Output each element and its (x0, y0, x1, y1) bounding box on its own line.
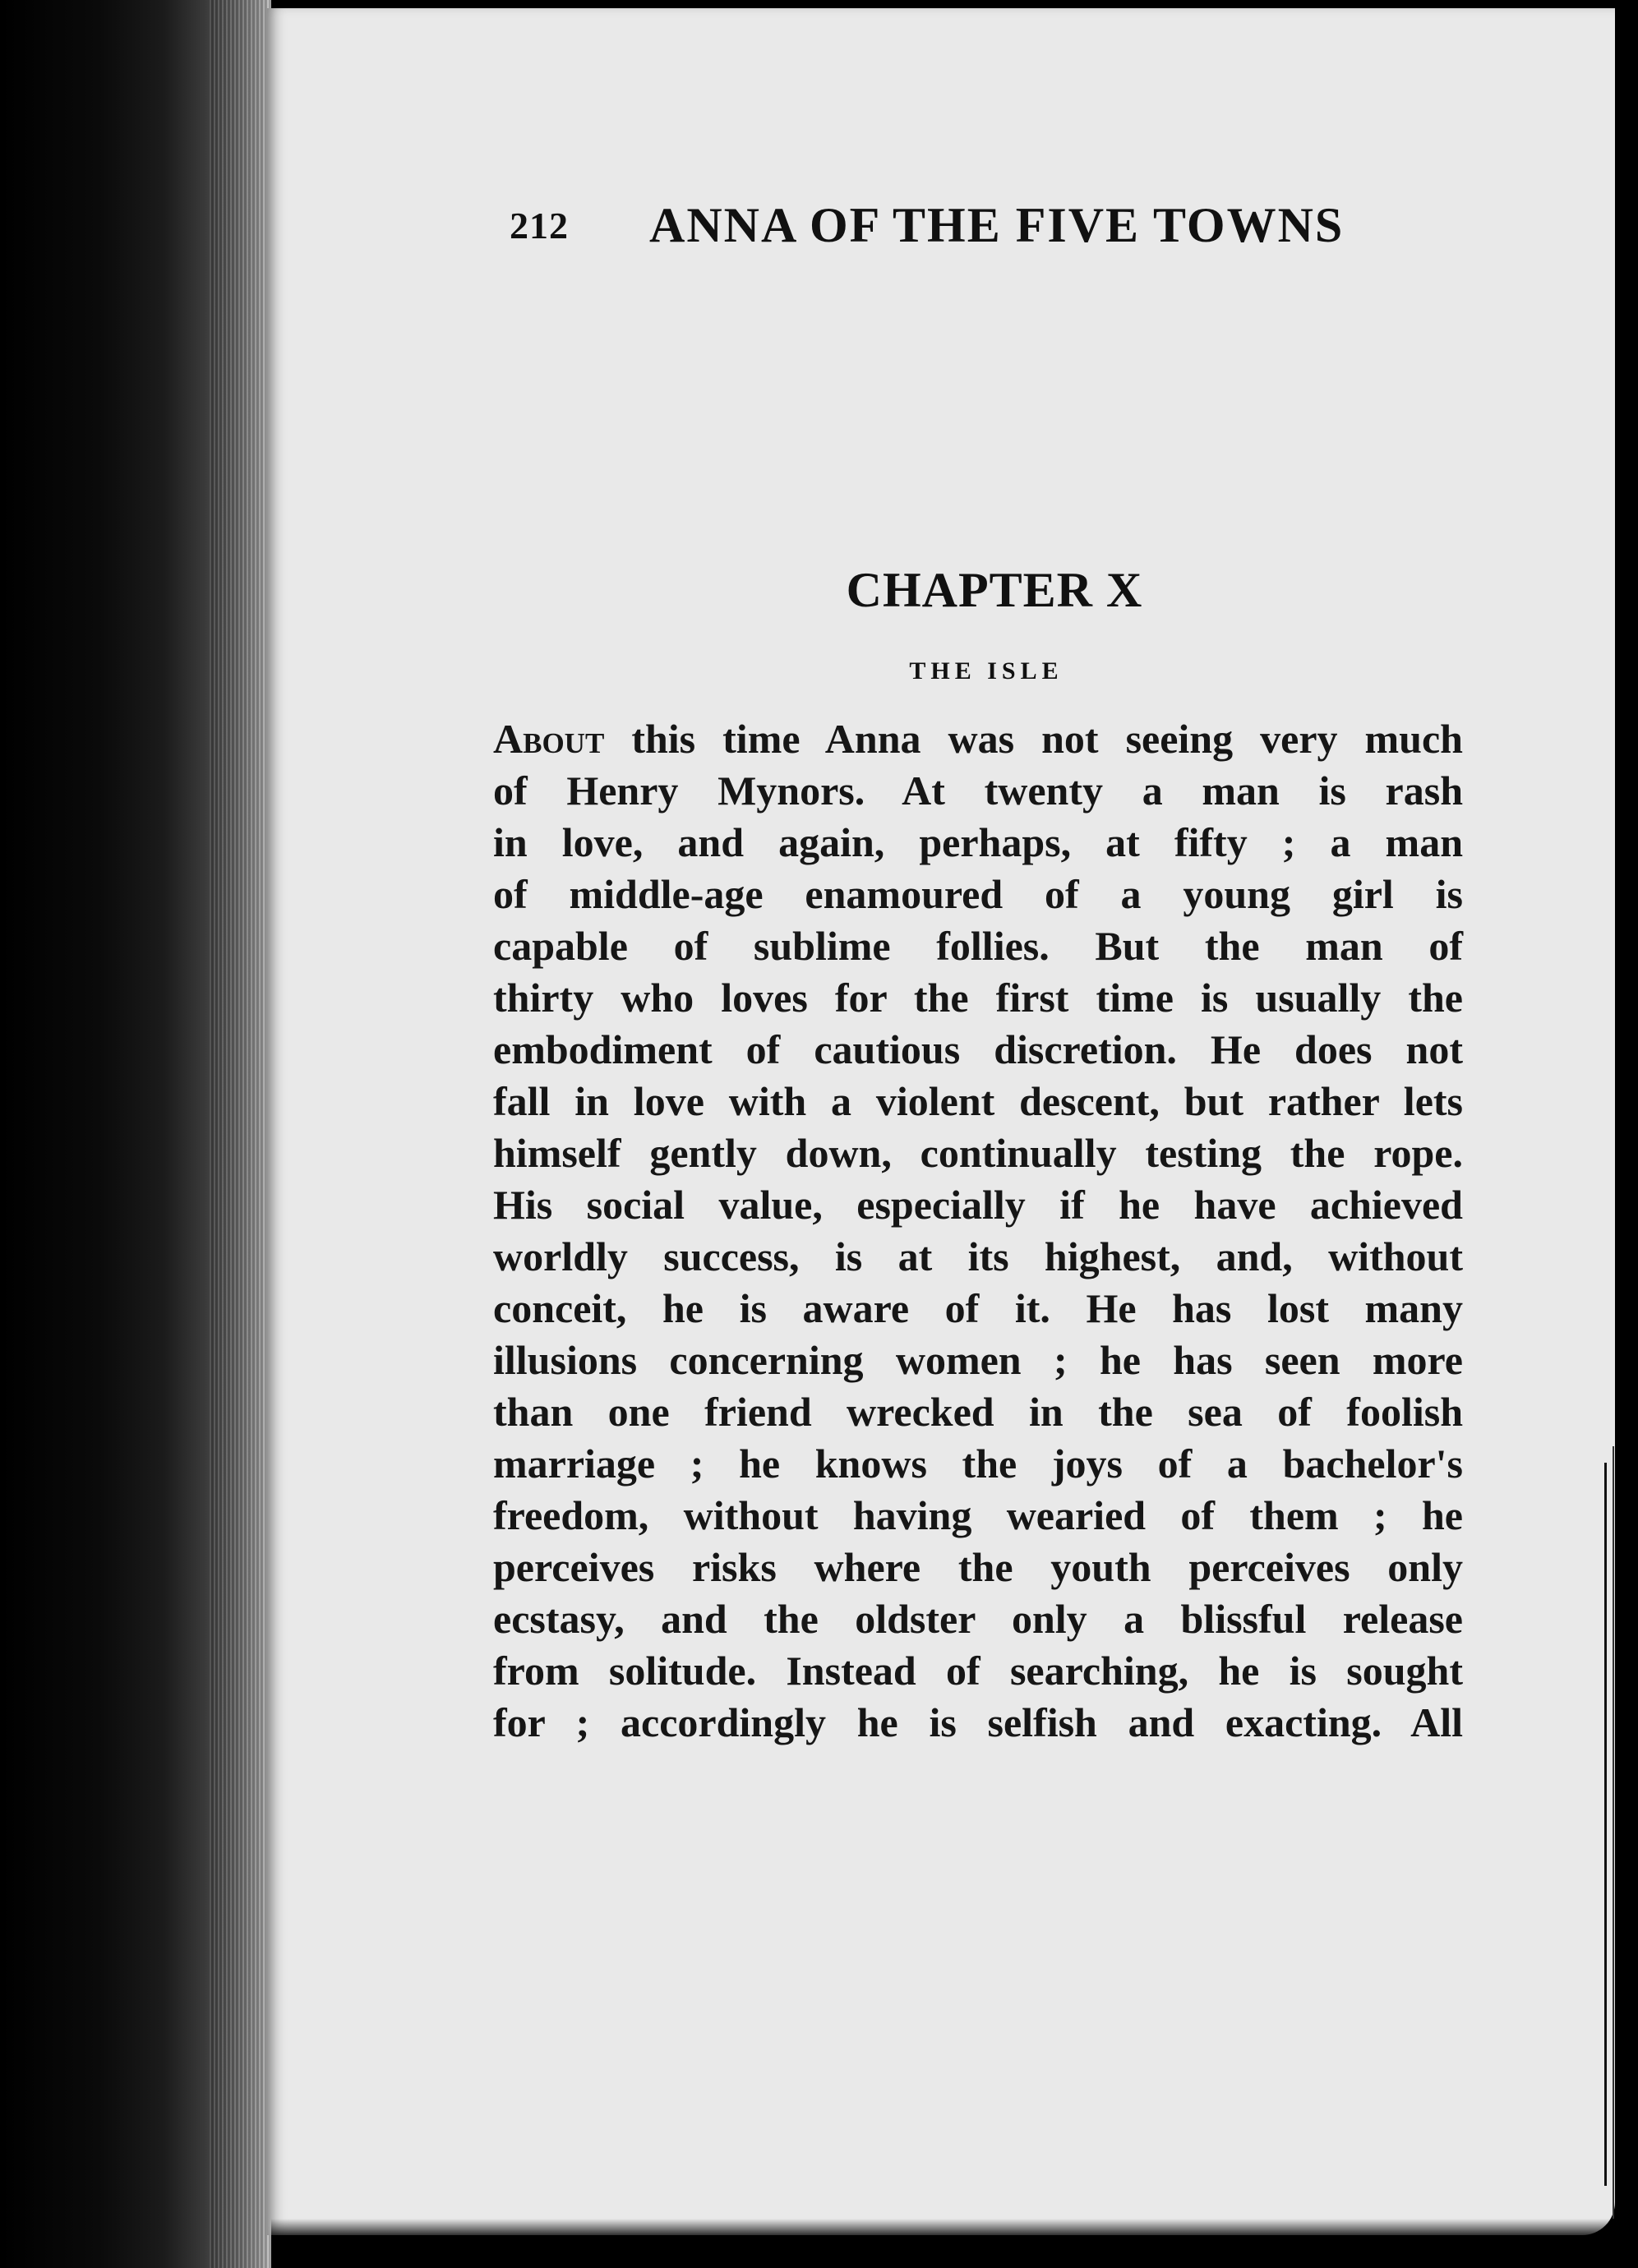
text-line: His social value, especially if he have achieved (493, 1182, 1463, 1228)
text-line: than one friend wrecked in the sea of foolish (493, 1389, 1463, 1435)
text-line: illusions concerning women ; he has seen more (493, 1337, 1463, 1383)
text-line: thirty who loves for the first time is usually the (493, 975, 1463, 1021)
text-line: of Henry Mynors. At twenty a man is rash (493, 768, 1463, 814)
text-line: marriage ; he knows the joys of a bachelor's (493, 1441, 1463, 1487)
text-line: in love, and again, perhaps, at fifty ; a man (493, 819, 1463, 865)
page-header (510, 197, 1348, 263)
binding-texture (210, 0, 271, 2268)
text-line: of middle-age enamoured of a young girl is (493, 871, 1463, 917)
body-text (493, 713, 1463, 1749)
text-line (493, 713, 1463, 765)
chapter-subtitle: THE ISLE (909, 657, 1064, 685)
text-line: perceives risks where the youth perceives only (493, 1544, 1463, 1590)
text-line: worldly success, is at its highest, and, without (493, 1233, 1463, 1279)
text-line: freedom, without having wearied of them ; he (493, 1492, 1463, 1538)
page-edge-line (1604, 1463, 1607, 2186)
page-number: 212 (510, 205, 569, 247)
text-line: fall in love with a violent descent, but rather lets (493, 1078, 1463, 1124)
text-line: from solitude. Instead of searching, he is sought (493, 1648, 1463, 1694)
text-line: for ; accordingly he is selfish and exacting. All (493, 1699, 1463, 1745)
running-title: ANNA OF THE FIVE TOWNS (649, 198, 1345, 252)
text-line: capable of sublime follies. But the man of (493, 923, 1463, 969)
chapter-title: CHAPTER X (846, 563, 1143, 617)
text-line-rest: this time Anna was not seeing very much (604, 716, 1463, 762)
text-line: conceit, he is aware of it. He has lost many (493, 1285, 1463, 1331)
text-line: himself gently down, continually testing the rope. (493, 1130, 1463, 1176)
text-line: ecstasy, and the oldster only a blissful release (493, 1596, 1463, 1642)
drop-word: About (493, 716, 605, 762)
text-line: embodiment of cautious discretion. He does not (493, 1026, 1463, 1072)
page-bottom-shadow (271, 2219, 1611, 2268)
page-edge-line-outer (1613, 1446, 1614, 2219)
